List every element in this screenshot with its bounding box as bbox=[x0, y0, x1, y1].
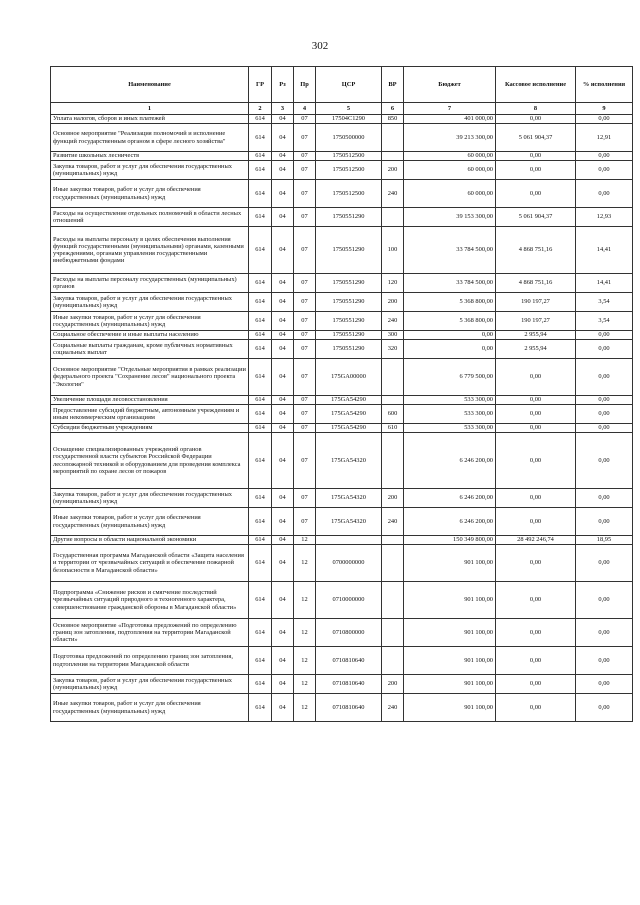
cash-execution: 0,00 bbox=[496, 115, 576, 124]
table-row bbox=[51, 433, 633, 489]
header-cell: Наименование bbox=[51, 67, 249, 103]
budget-amount: 533 300,00 bbox=[404, 424, 496, 433]
rz-code: 04 bbox=[272, 405, 294, 424]
execution-percent: 18,95 bbox=[576, 536, 633, 545]
header-cell: Рз bbox=[272, 67, 294, 103]
cash-execution: 5 061 904,37 bbox=[496, 124, 576, 152]
header-row bbox=[51, 67, 633, 103]
cash-execution: 4 868 751,16 bbox=[496, 274, 576, 293]
table-row bbox=[51, 396, 633, 405]
budget-amount: 60 000,00 bbox=[404, 180, 496, 208]
rz-code: 04 bbox=[272, 536, 294, 545]
csr-code: 175GA54320 bbox=[316, 433, 382, 489]
vr-code: 240 bbox=[382, 508, 404, 536]
execution-percent: 0,00 bbox=[576, 115, 633, 124]
execution-percent: 14,41 bbox=[576, 227, 633, 274]
gr-code: 614 bbox=[249, 312, 272, 331]
gr-code: 614 bbox=[249, 694, 272, 722]
execution-percent: 0,00 bbox=[576, 433, 633, 489]
budget-amount: 6 246 200,00 bbox=[404, 489, 496, 508]
execution-percent: 0,00 bbox=[576, 508, 633, 536]
header-cell: % исполнения bbox=[576, 67, 633, 103]
csr-code: 1750551290 bbox=[316, 274, 382, 293]
table-row bbox=[51, 274, 633, 293]
pr-code: 07 bbox=[294, 312, 316, 331]
table-row bbox=[51, 115, 633, 124]
gr-code: 614 bbox=[249, 152, 272, 161]
column-number: 8 bbox=[496, 103, 576, 115]
csr-code: 175GA54290 bbox=[316, 405, 382, 424]
cash-execution: 0,00 bbox=[496, 433, 576, 489]
row-name: Уплата налогов, сборов и иных платежей bbox=[51, 115, 249, 124]
gr-code: 614 bbox=[249, 340, 272, 359]
cash-execution: 0,00 bbox=[496, 508, 576, 536]
gr-code: 614 bbox=[249, 396, 272, 405]
rz-code: 04 bbox=[272, 396, 294, 405]
pr-code: 07 bbox=[294, 331, 316, 340]
gr-code: 614 bbox=[249, 619, 272, 647]
gr-code: 614 bbox=[249, 115, 272, 124]
budget-amount: 60 000,00 bbox=[404, 161, 496, 180]
table-row bbox=[51, 489, 633, 508]
gr-code: 614 bbox=[249, 545, 272, 582]
gr-code: 614 bbox=[249, 405, 272, 424]
budget-amount: 901 100,00 bbox=[404, 675, 496, 694]
column-number: 1 bbox=[51, 103, 249, 115]
budget-table bbox=[50, 66, 633, 722]
csr-code: 17504С1290 bbox=[316, 115, 382, 124]
table-row bbox=[51, 293, 633, 312]
cash-execution: 0,00 bbox=[496, 396, 576, 405]
execution-percent: 0,00 bbox=[576, 647, 633, 675]
table-row bbox=[51, 331, 633, 340]
csr-code: 0710800000 bbox=[316, 619, 382, 647]
rz-code: 04 bbox=[272, 180, 294, 208]
cash-execution: 28 492 246,74 bbox=[496, 536, 576, 545]
table-row bbox=[51, 227, 633, 274]
rz-code: 04 bbox=[272, 359, 294, 396]
table-row bbox=[51, 694, 633, 722]
pr-code: 07 bbox=[294, 152, 316, 161]
row-name: Социальные выплаты гражданам, кроме публичных нормативных социальных выплат bbox=[51, 340, 249, 359]
cash-execution: 0,00 bbox=[496, 619, 576, 647]
vr-code bbox=[382, 647, 404, 675]
column-number-row bbox=[51, 103, 633, 115]
row-name: Основное мероприятие "Реализация полномочий и исполнение функций государственным органом в сфере лесного хозяйства" bbox=[51, 124, 249, 152]
pr-code: 07 bbox=[294, 227, 316, 274]
table-row bbox=[51, 359, 633, 396]
table-row bbox=[51, 582, 633, 619]
row-name: Другие вопросы в области национальной экономики bbox=[51, 536, 249, 545]
vr-code bbox=[382, 545, 404, 582]
gr-code: 614 bbox=[249, 161, 272, 180]
execution-percent: 12,91 bbox=[576, 124, 633, 152]
gr-code: 614 bbox=[249, 675, 272, 694]
table-row bbox=[51, 124, 633, 152]
row-name: Субсидии бюджетным учреждениям bbox=[51, 424, 249, 433]
pr-code: 07 bbox=[294, 161, 316, 180]
row-name: Социальное обеспечение и иные выплаты населению bbox=[51, 331, 249, 340]
cash-execution: 0,00 bbox=[496, 180, 576, 208]
vr-code bbox=[382, 582, 404, 619]
vr-code: 240 bbox=[382, 694, 404, 722]
row-name: Предоставление субсидий бюджетным, автономным учреждениям и иным некоммерческим организациям bbox=[51, 405, 249, 424]
budget-amount: 33 784 500,00 bbox=[404, 227, 496, 274]
csr-code: 1750512500 bbox=[316, 180, 382, 208]
cash-execution: 2 955,94 bbox=[496, 340, 576, 359]
table-row bbox=[51, 545, 633, 582]
rz-code: 04 bbox=[272, 647, 294, 675]
cash-execution: 0,00 bbox=[496, 161, 576, 180]
row-name: Закупка товаров, работ и услуг для обеспечения государственных (муниципальных) нужд bbox=[51, 675, 249, 694]
cash-execution: 0,00 bbox=[496, 675, 576, 694]
execution-percent: 0,00 bbox=[576, 359, 633, 396]
rz-code: 04 bbox=[272, 124, 294, 152]
row-name: Оснащение специализированных учреждений органов государственной власти субъектов Российской Федерации лесопожарной техникой и оборудованием для проведения комплекса мероприятий по охране лесов от пожаров bbox=[51, 433, 249, 489]
table-row bbox=[51, 340, 633, 359]
gr-code: 614 bbox=[249, 424, 272, 433]
budget-amount: 901 100,00 bbox=[404, 619, 496, 647]
gr-code: 614 bbox=[249, 489, 272, 508]
table-row bbox=[51, 536, 633, 545]
cash-execution: 0,00 bbox=[496, 694, 576, 722]
rz-code: 04 bbox=[272, 619, 294, 647]
gr-code: 614 bbox=[249, 433, 272, 489]
execution-percent: 0,00 bbox=[576, 694, 633, 722]
row-name: Основное мероприятие "Отдельные мероприятия в рамках реализации федерального проекта "Сохранение лесов" национального проекта "Экология" bbox=[51, 359, 249, 396]
row-name: Подготовка предложений по определению границ зон затопления, подтопления на территории Магаданской области bbox=[51, 647, 249, 675]
vr-code: 240 bbox=[382, 312, 404, 331]
column-number: 7 bbox=[404, 103, 496, 115]
vr-code: 120 bbox=[382, 274, 404, 293]
rz-code: 04 bbox=[272, 161, 294, 180]
pr-code: 07 bbox=[294, 293, 316, 312]
csr-code: 1750551290 bbox=[316, 293, 382, 312]
csr-code bbox=[316, 536, 382, 545]
table-row bbox=[51, 152, 633, 161]
csr-code: 175GA54320 bbox=[316, 508, 382, 536]
csr-code: 1750500000 bbox=[316, 124, 382, 152]
csr-code: 0710810640 bbox=[316, 675, 382, 694]
csr-code: 175GA54290 bbox=[316, 424, 382, 433]
pr-code: 07 bbox=[294, 405, 316, 424]
execution-percent: 3,54 bbox=[576, 312, 633, 331]
csr-code: 1750551290 bbox=[316, 331, 382, 340]
cash-execution: 0,00 bbox=[496, 647, 576, 675]
budget-amount: 33 784 500,00 bbox=[404, 274, 496, 293]
execution-percent: 3,54 bbox=[576, 293, 633, 312]
gr-code: 614 bbox=[249, 227, 272, 274]
execution-percent: 0,00 bbox=[576, 152, 633, 161]
rz-code: 04 bbox=[272, 582, 294, 619]
gr-code: 614 bbox=[249, 293, 272, 312]
rz-code: 04 bbox=[272, 152, 294, 161]
row-name: Расходы на осуществление отдельных полномочий в области лесных отношений bbox=[51, 208, 249, 227]
column-number: 6 bbox=[382, 103, 404, 115]
rz-code: 04 bbox=[272, 675, 294, 694]
table-row bbox=[51, 405, 633, 424]
csr-code: 1750512500 bbox=[316, 161, 382, 180]
pr-code: 07 bbox=[294, 340, 316, 359]
pr-code: 12 bbox=[294, 694, 316, 722]
cash-execution: 190 197,27 bbox=[496, 293, 576, 312]
rz-code: 04 bbox=[272, 227, 294, 274]
budget-amount: 901 100,00 bbox=[404, 545, 496, 582]
csr-code: 1750551290 bbox=[316, 208, 382, 227]
rz-code: 04 bbox=[272, 208, 294, 227]
execution-percent: 0,00 bbox=[576, 675, 633, 694]
cash-execution: 0,00 bbox=[496, 489, 576, 508]
csr-code: 0700000000 bbox=[316, 545, 382, 582]
vr-code: 200 bbox=[382, 489, 404, 508]
gr-code: 614 bbox=[249, 124, 272, 152]
pr-code: 07 bbox=[294, 489, 316, 508]
gr-code: 614 bbox=[249, 359, 272, 396]
vr-code: 300 bbox=[382, 331, 404, 340]
vr-code: 100 bbox=[382, 227, 404, 274]
pr-code: 12 bbox=[294, 536, 316, 545]
column-number: 4 bbox=[294, 103, 316, 115]
cash-execution: 190 197,27 bbox=[496, 312, 576, 331]
budget-amount: 901 100,00 bbox=[404, 582, 496, 619]
execution-percent: 0,00 bbox=[576, 489, 633, 508]
pr-code: 07 bbox=[294, 208, 316, 227]
pr-code: 07 bbox=[294, 508, 316, 536]
budget-amount: 6 246 200,00 bbox=[404, 433, 496, 489]
cash-execution: 0,00 bbox=[496, 152, 576, 161]
column-number: 2 bbox=[249, 103, 272, 115]
execution-percent: 0,00 bbox=[576, 545, 633, 582]
pr-code: 07 bbox=[294, 396, 316, 405]
table-body bbox=[51, 115, 633, 722]
row-name: Подпрограмма «Снижение рисков и смягчение последствий чрезвычайных ситуаций природного и техногенного характера, совершенствование гражданской обороны в Магаданской области» bbox=[51, 582, 249, 619]
rz-code: 04 bbox=[272, 115, 294, 124]
vr-code bbox=[382, 396, 404, 405]
header-cell: ЦСР bbox=[316, 67, 382, 103]
execution-percent: 0,00 bbox=[576, 396, 633, 405]
execution-percent: 0,00 bbox=[576, 331, 633, 340]
row-name: Закупка товаров, работ и услуг для обеспечения государственных (муниципальных) нужд bbox=[51, 161, 249, 180]
gr-code: 614 bbox=[249, 647, 272, 675]
vr-code bbox=[382, 536, 404, 545]
rz-code: 04 bbox=[272, 293, 294, 312]
vr-code bbox=[382, 208, 404, 227]
budget-amount: 5 368 800,00 bbox=[404, 293, 496, 312]
cash-execution: 4 868 751,16 bbox=[496, 227, 576, 274]
pr-code: 12 bbox=[294, 647, 316, 675]
page-number: 302 bbox=[311, 40, 329, 52]
row-name: Расходы на выплаты персоналу государственных (муниципальных) органов bbox=[51, 274, 249, 293]
csr-code: 1750551290 bbox=[316, 312, 382, 331]
pr-code: 07 bbox=[294, 115, 316, 124]
gr-code: 614 bbox=[249, 331, 272, 340]
pr-code: 12 bbox=[294, 545, 316, 582]
gr-code: 614 bbox=[249, 180, 272, 208]
vr-code: 240 bbox=[382, 180, 404, 208]
row-name: Увеличение площади лесовосстановления bbox=[51, 396, 249, 405]
row-name: Иные закупки товаров, работ и услуг для обеспечения государственных (муниципальных) нужд bbox=[51, 312, 249, 331]
row-name: Иные закупки товаров, работ и услуг для обеспечения государственных (муниципальных) нужд bbox=[51, 694, 249, 722]
pr-code: 12 bbox=[294, 675, 316, 694]
header-cell: Бюджет bbox=[404, 67, 496, 103]
cash-execution: 0,00 bbox=[496, 424, 576, 433]
gr-code: 614 bbox=[249, 208, 272, 227]
execution-percent: 0,00 bbox=[576, 582, 633, 619]
execution-percent: 0,00 bbox=[576, 424, 633, 433]
cash-execution: 2 955,94 bbox=[496, 331, 576, 340]
csr-code: 175GA00000 bbox=[316, 359, 382, 396]
vr-code: 850 bbox=[382, 115, 404, 124]
rz-code: 04 bbox=[272, 312, 294, 331]
pr-code: 07 bbox=[294, 274, 316, 293]
row-name: Иные закупки товаров, работ и услуг для обеспечения государственных (муниципальных) нужд bbox=[51, 508, 249, 536]
table-row bbox=[51, 312, 633, 331]
rz-code: 04 bbox=[272, 274, 294, 293]
header-cell: ГР bbox=[249, 67, 272, 103]
budget-amount: 39 153 300,00 bbox=[404, 208, 496, 227]
budget-amount: 533 300,00 bbox=[404, 396, 496, 405]
budget-amount: 0,00 bbox=[404, 340, 496, 359]
rz-code: 04 bbox=[272, 489, 294, 508]
rz-code: 04 bbox=[272, 508, 294, 536]
row-name: Иные закупки товаров, работ и услуг для обеспечения государственных (муниципальных) нужд bbox=[51, 180, 249, 208]
csr-code: 1750512500 bbox=[316, 152, 382, 161]
vr-code: 600 bbox=[382, 405, 404, 424]
cash-execution: 0,00 bbox=[496, 545, 576, 582]
table-row bbox=[51, 180, 633, 208]
rz-code: 04 bbox=[272, 424, 294, 433]
rz-code: 04 bbox=[272, 545, 294, 582]
header-cell: ВР bbox=[382, 67, 404, 103]
pr-code: 07 bbox=[294, 359, 316, 396]
csr-code: 1750551290 bbox=[316, 340, 382, 359]
vr-code bbox=[382, 152, 404, 161]
row-name: Расходы на выплаты персоналу в целях обеспечения выполнения функций государственными (муниципальными) органами, казенными учреждениями, органами управления государственными внебюджетными фондами bbox=[51, 227, 249, 274]
column-number: 5 bbox=[316, 103, 382, 115]
execution-percent: 0,00 bbox=[576, 340, 633, 359]
vr-code bbox=[382, 433, 404, 489]
csr-code: 175GA54290 bbox=[316, 396, 382, 405]
rz-code: 04 bbox=[272, 433, 294, 489]
budget-amount: 901 100,00 bbox=[404, 694, 496, 722]
vr-code: 610 bbox=[382, 424, 404, 433]
table-row bbox=[51, 424, 633, 433]
budget-amount: 401 000,00 bbox=[404, 115, 496, 124]
vr-code bbox=[382, 359, 404, 396]
budget-amount: 533 300,00 bbox=[404, 405, 496, 424]
table-row bbox=[51, 647, 633, 675]
header-cell: Кассовое исполнение bbox=[496, 67, 576, 103]
column-number: 9 bbox=[576, 103, 633, 115]
gr-code: 614 bbox=[249, 274, 272, 293]
budget-amount: 901 100,00 bbox=[404, 647, 496, 675]
row-name: Основное мероприятие «Подготовка предложений по определению границ зон затопления, подтопления на территории Магаданской области» bbox=[51, 619, 249, 647]
vr-code: 200 bbox=[382, 293, 404, 312]
row-name: Государственная программа Магаданской области «Защита населения и территории от чрезвычайных ситуаций и обеспечение пожарной безопасности в Магаданской области» bbox=[51, 545, 249, 582]
row-name: Закупка товаров, работ и услуг для обеспечения государственных (муниципальных) нужд bbox=[51, 293, 249, 312]
rz-code: 04 bbox=[272, 694, 294, 722]
csr-code: 0710810640 bbox=[316, 647, 382, 675]
budget-amount: 39 213 300,00 bbox=[404, 124, 496, 152]
table-row bbox=[51, 675, 633, 694]
execution-percent: 12,93 bbox=[576, 208, 633, 227]
vr-code: 200 bbox=[382, 675, 404, 694]
vr-code bbox=[382, 619, 404, 647]
pr-code: 12 bbox=[294, 582, 316, 619]
pr-code: 07 bbox=[294, 433, 316, 489]
csr-code: 0710000000 bbox=[316, 582, 382, 619]
execution-percent: 0,00 bbox=[576, 405, 633, 424]
gr-code: 614 bbox=[249, 582, 272, 619]
column-number: 3 bbox=[272, 103, 294, 115]
execution-percent: 0,00 bbox=[576, 619, 633, 647]
budget-amount: 5 368 800,00 bbox=[404, 312, 496, 331]
budget-amount: 6 246 200,00 bbox=[404, 508, 496, 536]
vr-code bbox=[382, 124, 404, 152]
csr-code: 175GA54320 bbox=[316, 489, 382, 508]
pr-code: 07 bbox=[294, 124, 316, 152]
table-row bbox=[51, 161, 633, 180]
execution-percent: 14,41 bbox=[576, 274, 633, 293]
header-cell: Пр bbox=[294, 67, 316, 103]
gr-code: 614 bbox=[249, 536, 272, 545]
budget-amount: 6 779 500,00 bbox=[404, 359, 496, 396]
rz-code: 04 bbox=[272, 340, 294, 359]
table-row bbox=[51, 619, 633, 647]
cash-execution: 0,00 bbox=[496, 359, 576, 396]
cash-execution: 0,00 bbox=[496, 582, 576, 619]
table-row bbox=[51, 208, 633, 227]
pr-code: 12 bbox=[294, 619, 316, 647]
vr-code: 200 bbox=[382, 161, 404, 180]
table-row bbox=[51, 508, 633, 536]
vr-code: 320 bbox=[382, 340, 404, 359]
cash-execution: 0,00 bbox=[496, 405, 576, 424]
csr-code: 1750551290 bbox=[316, 227, 382, 274]
execution-percent: 0,00 bbox=[576, 180, 633, 208]
row-name: Развитие школьных лесничеств bbox=[51, 152, 249, 161]
execution-percent: 0,00 bbox=[576, 161, 633, 180]
budget-amount: 60 000,00 bbox=[404, 152, 496, 161]
budget-amount: 150 349 800,00 bbox=[404, 536, 496, 545]
rz-code: 04 bbox=[272, 331, 294, 340]
csr-code: 0710810640 bbox=[316, 694, 382, 722]
gr-code: 614 bbox=[249, 508, 272, 536]
budget-amount: 0,00 bbox=[404, 331, 496, 340]
pr-code: 07 bbox=[294, 424, 316, 433]
row-name: Закупка товаров, работ и услуг для обеспечения государственных (муниципальных) нужд bbox=[51, 489, 249, 508]
cash-execution: 5 061 904,37 bbox=[496, 208, 576, 227]
pr-code: 07 bbox=[294, 180, 316, 208]
